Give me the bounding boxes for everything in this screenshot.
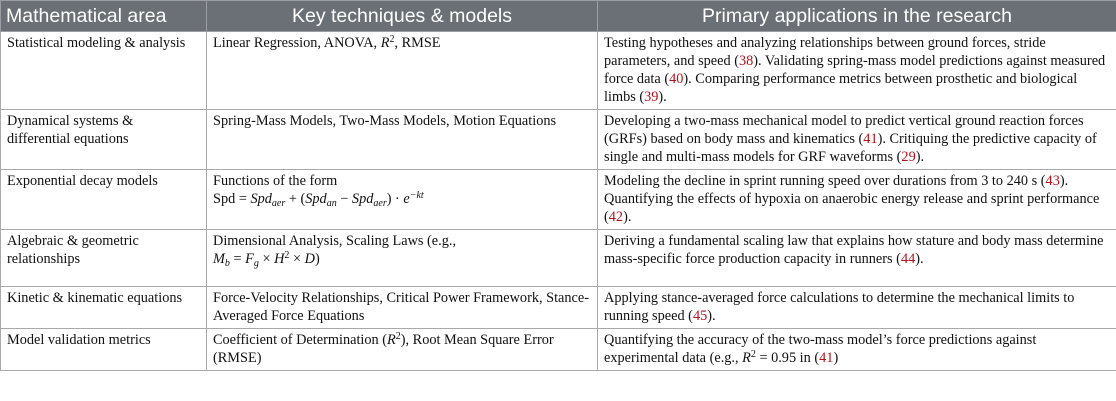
area-cell: Exponential decay models — [1, 170, 207, 230]
citation-link[interactable]: 39 — [644, 89, 659, 105]
area-cell: Dynamical systems & differential equations — [1, 110, 207, 170]
table-row — [1, 32, 1116, 110]
techniques-cell: Force-Velocity Relationships, Critical Power Framework, Stance-Averaged Force Equations — [207, 287, 598, 329]
citation-link[interactable]: 40 — [669, 71, 684, 87]
techniques-cell: Coefficient of Determination $(R^2)$, Root Mean Square Error (RMSE) — [207, 329, 598, 371]
table-row — [1, 329, 1116, 371]
applications-cell: Modeling the decline in sprint running speed over durations from 3 to 240 s (43). Quantifying the effects of hypoxia on anaerobic energy release and sprint performance (42). — [598, 170, 1116, 230]
citation-link[interactable]: 45 — [692, 308, 708, 324]
table-row — [1, 230, 1116, 287]
area-cell: Algebraic & geometric relationships — [1, 230, 207, 287]
applications-cell: Deriving a fundamental scaling law that explains how stature and body mass determine mass-specific force production capacity in runners (44). — [598, 230, 1116, 287]
table-row — [1, 110, 1116, 170]
techniques-cell: Spring-Mass Models, Two-Mass Models, Motion Equations — [207, 110, 598, 170]
citation-link[interactable]: 42 — [608, 209, 624, 225]
scaling-equation: $M_b = F_g \times H^2 \times D$) — [213, 250, 320, 269]
header-primary-applications: Primary applications in the research — [598, 1, 1116, 32]
techniques-cell: Linear Regression, ANOVA, $R^2$, RMSE — [207, 32, 598, 110]
applications-cell: Quantifying the accuracy of the two-mass model’s force predictions against experimental data (e.g., $R^2 = 0.95$ in (41) — [598, 329, 1116, 371]
citation-link[interactable]: 44 — [900, 251, 916, 267]
area-cell: Statistical modeling & analysis — [1, 32, 207, 110]
header-mathematical-area: Mathematical area — [1, 1, 207, 32]
citation-link[interactable]: 38 — [738, 53, 754, 69]
area-cell: Kinetic & kinematic equations — [1, 287, 207, 329]
citation-link[interactable]: 43 — [1045, 173, 1060, 189]
citation-link[interactable]: 41 — [819, 350, 834, 366]
techniques-cell: Functions of the form Spd = $Spd_{aer} + (Spd_{an} - Spd_{aer}) \cdot e^{-kt}$ — [207, 170, 598, 230]
citation-link[interactable]: 29 — [901, 149, 916, 165]
techniques-cell: Dimensional Analysis, Scaling Laws (e.g., $M_b = F_g \times H^2 \times D$) — [207, 230, 598, 287]
applications-cell: Applying stance-averaged force calculations to determine the mechanical limits to running speed (45). — [598, 287, 1116, 329]
area-cell: Model validation metrics — [1, 329, 207, 371]
table-row — [1, 170, 1116, 230]
header-key-techniques: Key techniques & models — [207, 1, 598, 32]
applications-cell: Developing a two-mass mechanical model to predict vertical ground reaction forces (GRFs) based on body mass and kinematics (41). Critiquing the predictive capacity of single and multi-mass models for GRF waveforms (29). — [598, 110, 1116, 170]
decay-equation: Spd = $Spd_{aer} + (Spd_{an} - Spd_{aer}) \cdot e^{-kt}$ — [213, 190, 424, 209]
table-row — [1, 287, 1116, 329]
citation-link[interactable]: 41 — [863, 131, 878, 147]
header-row — [1, 1, 1116, 32]
applications-cell: Testing hypotheses and analyzing relationships between ground forces, stride parameters, and speed (38). Validating spring-mass model predictions against measured force data (40). Comparing performance metrics between prosthetic and biological limbs (39). — [598, 32, 1116, 110]
